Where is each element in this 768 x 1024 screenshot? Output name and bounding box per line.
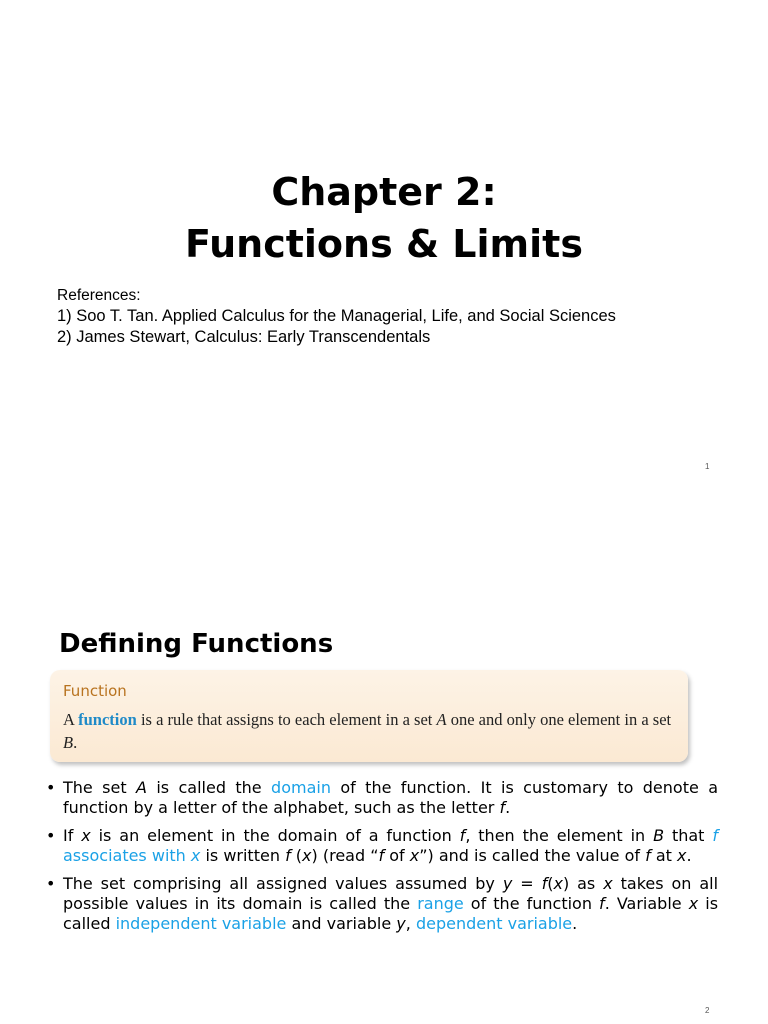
definition-box — [50, 670, 688, 762]
definition-keyword: function — [78, 710, 137, 729]
chapter-title-line2: Functions & Limits — [185, 222, 583, 266]
bullet-item-range: • The set comprising all assigned values assumed by y = f(x) as x takes on all possible values in its domain is called the range of the function f. Variable x is called independent variable and variable y, dependent variable. — [46, 874, 718, 934]
page-number: 1 — [705, 462, 710, 471]
page-number: 2 — [705, 1006, 710, 1015]
slide-heading: Defining Functions — [59, 629, 334, 659]
reference-item: 2) James Stewart, Calculus: Early Transcendentals — [57, 328, 431, 346]
term-range: range — [417, 894, 464, 913]
bullet-item-value: • If x is an element in the domain of a function f, then the element in B that f associates with x is written f (x) (read “f of x”) and is called the value of f at x. — [46, 826, 718, 866]
term-domain: domain — [271, 778, 331, 797]
reference-item: 1) Soo T. Tan. Applied Calculus for the Managerial, Life, and Social Sciences — [57, 307, 616, 325]
bullet-item-domain: • The set A is called the domain of the function. It is customary to denote a function by a letter of the alphabet, such as the letter f. — [46, 778, 718, 818]
term-independent-variable: independent variable — [115, 914, 287, 933]
references-block — [57, 285, 616, 348]
references-heading: References: — [57, 287, 141, 304]
bullet-list — [46, 778, 718, 942]
chapter-title-line1: Chapter 2: — [271, 170, 497, 214]
definition-label: Function — [63, 682, 127, 700]
definition-text: A function is a rule that assigns to each element in a set A one and only one element in a set B. — [63, 710, 672, 752]
term-dependent-variable: dependent variable — [415, 914, 573, 933]
slide-2 — [0, 512, 768, 1024]
